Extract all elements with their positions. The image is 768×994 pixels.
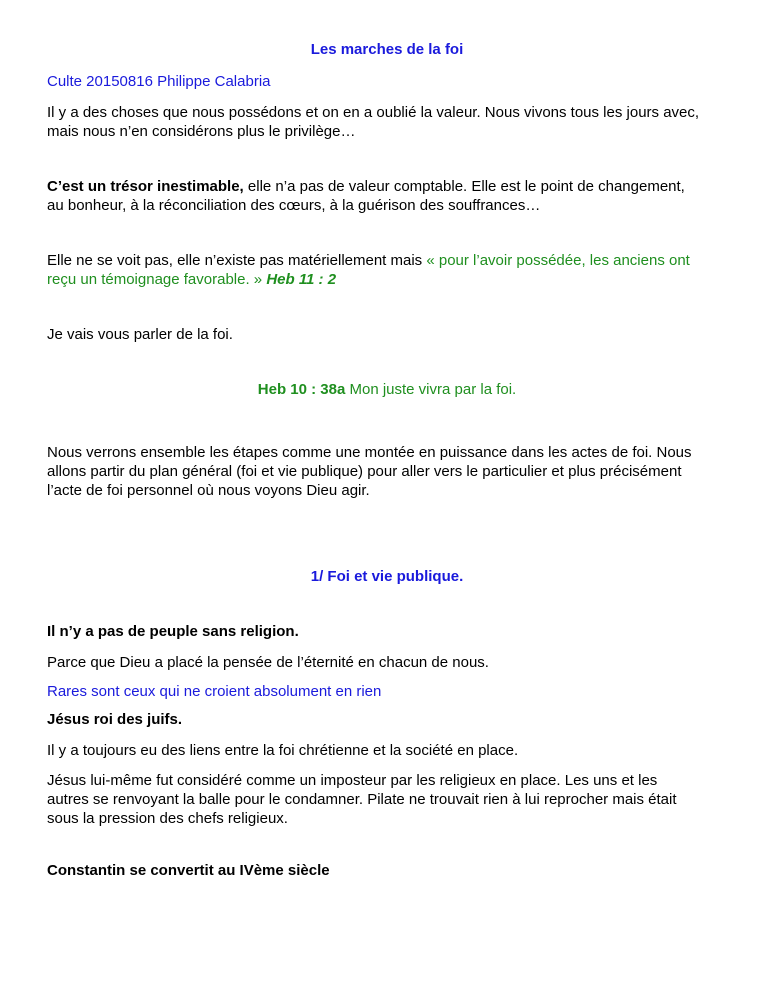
- paragraph-line: allons partir du plan général (foi et vie publique) pour aller vers le particulier et plus précisément: [47, 463, 682, 480]
- text-span: elle n’a pas de valeur comptable. Elle est le point de changement,: [243, 178, 685, 195]
- paragraph-line: l’acte de foi personnel où nous voyons Dieu agir.: [47, 482, 370, 499]
- quote-text: reçu un témoignage favorable. »: [47, 271, 267, 288]
- paragraph-line: autres se renvoyant la balle pour le condamner. Pilate ne trouvait rien à lui reprocher mais était: [47, 791, 677, 808]
- subheading: Jésus roi des juifs.: [47, 711, 183, 728]
- paragraph-line: Nous verrons ensemble les étapes comme une montée en puissance dans les actes de foi. Nous: [47, 444, 692, 461]
- paragraph-line: Je vais vous parler de la foi.: [47, 326, 233, 343]
- subheading: Il n’y a pas de peuple sans religion.: [47, 623, 299, 640]
- text-span: Elle ne se voit pas, elle n’existe pas matériellement mais: [47, 252, 427, 269]
- paragraph-line: [47, 270, 727, 289]
- verse-text: Mon juste vivra par la foi.: [345, 381, 517, 398]
- scripture-reference: Heb 10 : 38a: [257, 381, 346, 398]
- paragraph-line: [47, 251, 727, 270]
- paragraph-line: au bonheur, à la réconciliation des cœurs, à la guérison des souffrances…: [47, 197, 541, 214]
- scripture-reference: Heb 11 : 2: [266, 271, 337, 288]
- paragraph-line: Jésus lui-même fut considéré comme un imposteur par les religieux en place. Les uns et les: [47, 772, 658, 789]
- paragraph-line: Parce que Dieu a placé la pensée de l’éternité en chacun de nous.: [47, 654, 489, 671]
- paragraph-line: [47, 177, 727, 196]
- paragraph-line: Rares sont ceux qui ne croient absolument en rien: [47, 683, 382, 700]
- paragraph-line: Il y a des choses que nous possédons et on en a oublié la valeur. Nous vivons tous les jours avec,: [47, 104, 700, 121]
- document-title: Les marches de la foi: [310, 41, 464, 58]
- subheading: Constantin se convertit au IVème siècle: [47, 862, 330, 879]
- paragraph-line: sous la pression des chefs religieux.: [47, 810, 288, 827]
- paragraph-line: mais nous n’en considérons plus le privilège…: [47, 123, 356, 140]
- document-subtitle: Culte 20150816 Philippe Calabria: [47, 73, 271, 90]
- quote-text: « pour l’avoir possédée, les anciens ont: [426, 252, 690, 269]
- section-heading: 1/ Foi et vie publique.: [310, 568, 464, 585]
- paragraph-line: Il y a toujours eu des liens entre la foi chrétienne et la société en place.: [47, 742, 519, 759]
- verse-line: [47, 380, 727, 399]
- bold-phrase: C’est un trésor inestimable,: [47, 178, 244, 195]
